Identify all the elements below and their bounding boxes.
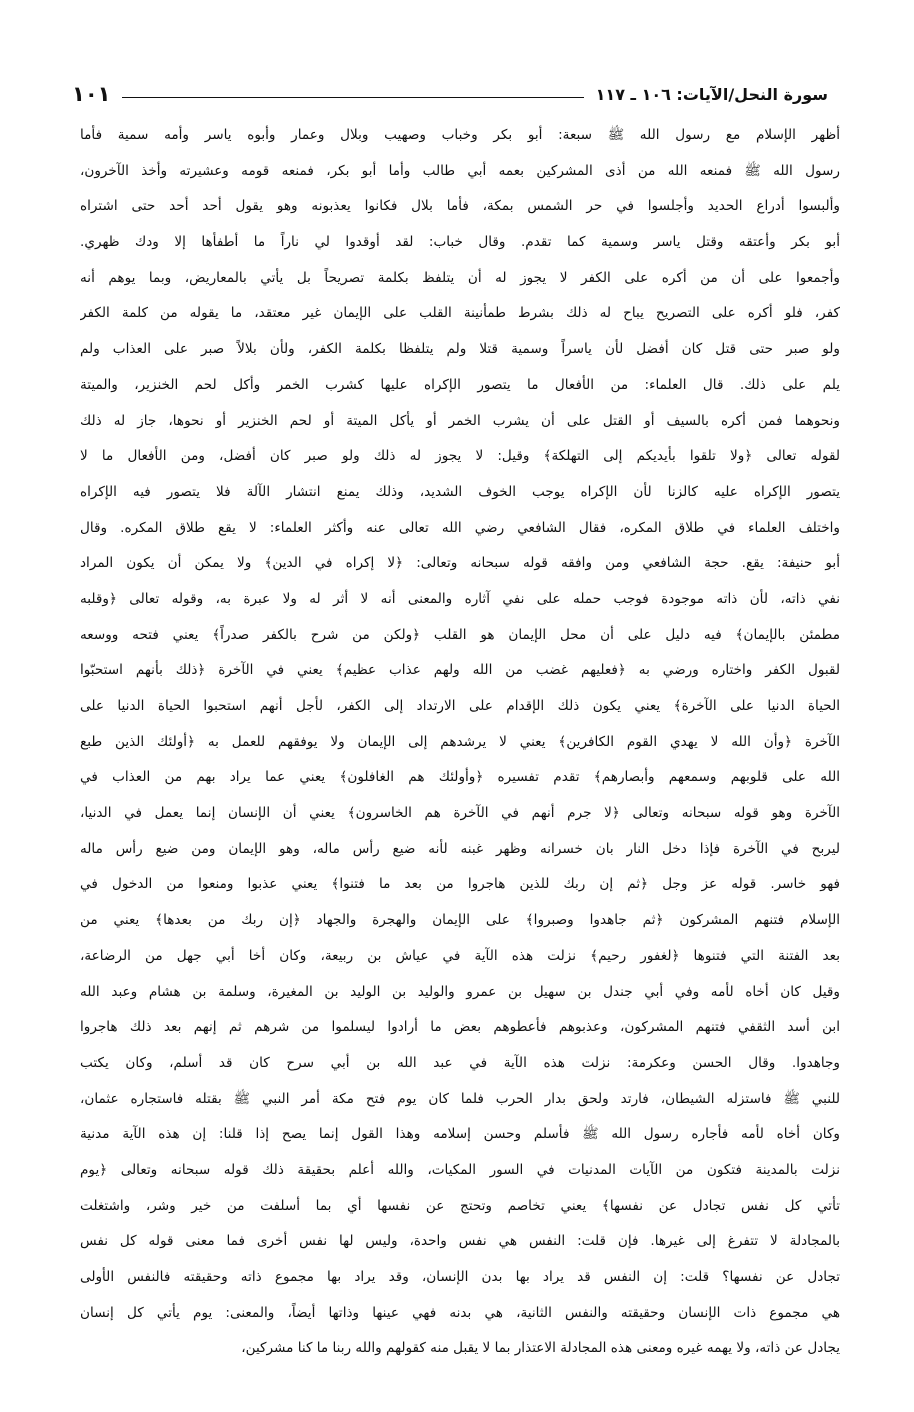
body-text: [80, 118, 840, 1357]
text-line: وأجمعوا على أن من أكره على الكفر لا يجوز له أن يتلفظ بكلمة تصريحاً بل يأتي بالمعاريض، وبما يوهم أنه: [80, 269, 840, 286]
text-line: يلم على ذلك. قال العلماء: من الأفعال ما يتصور الإكراه عليها كشرب الخمر وأكل لحم الخنزير، والميتة: [80, 376, 840, 393]
page-header: [72, 78, 828, 110]
text-line: وكان أخاه لأمه فأجاره رسول الله ﷺ فأسلم وحسن إسلامه وهذا القول إنما يصح إذا قلنا: إن هذه الآية مدنية: [80, 1126, 840, 1143]
text-line: مطمئن بالإيمان﴾ فيه دليل على أن محل الإيمان هو القلب ﴿ولكن من شرح بالكفر صدراً﴾ يعني فتحه ووسعه: [80, 626, 840, 643]
text-line: الآخرة وهو قوله سبحانه وتعالى ﴿لا جرم أنهم في الآخرة هم الخاسرون﴾ يعني أن الإنسان إنما يعمل في الدنيا،: [80, 805, 840, 822]
text-line: الآخرة ﴿وأن الله لا يهدي القوم الكافرين﴾ يعني لا يرشدهم إلى الإيمان ولا يوفقهم للعمل به ﴿أولئك الذين طبع: [80, 733, 840, 750]
text-line: للنبي ﷺ فاستزله الشيطان، فارتد ولحق بدار الحرب فلما كان يوم فتح مكة أمر النبي ﷺ بقتله فاستجاره عثمان،: [80, 1090, 840, 1107]
text-line: تجادل عن نفسها؟ قلت: إن النفس قد يراد بها بدن الإنسان، وقد يراد بها مجموع ذاته وحقيقته فالنفس الأولى: [80, 1269, 840, 1285]
text-line: أظهر الإسلام مع رسول الله ﷺ سبعة: أبو بكر وخباب وصهيب وبلال وعمار وأبوه ياسر وأمه سمية فأما: [80, 127, 840, 143]
text-line: أبو بكر وأعتقه وقتل ياسر وسمية كما تقدم. وقال خباب: لقد أوقدوا لي ناراً ما أطفأها إلا ودك ظهري.: [80, 234, 840, 251]
text-line: لقوله تعالى ﴿ولا تلقوا بأيديكم إلى التهلكة﴾ وقيل: لا يجوز له ذلك ولو صبر كان أفضل، ومن الأفعال ما لا: [80, 448, 840, 465]
text-line: ونحوهما فمن أكره بالسيف أو القتل على أن يشرب الخمر أو يأكل الميتة أو لحم الخنزير أو نحوها، جاز له ذلك: [80, 412, 840, 429]
text-line: ابن أسد الثقفي فتنهم المشركون، وعذبوهم فأعطوهم بعض ما أرادوا ليسلموا من شرهم ثم إنهم بعد ذلك هاجروا: [80, 1019, 840, 1036]
text-line: واختلف العلماء في طلاق المكره، فقال الشافعي رضي الله تعالى عنه وأكثر العلماء: لا يقع طلاق المكره. وقال: [80, 519, 840, 536]
text-line: بعد الفتنة التي فتنوها ﴿لغفور رحيم﴾ نزلت هذه الآية في عياش بن ربيعة، وكان أخا أبي جهل من الرضاعة،: [80, 947, 840, 964]
text-line: كفر، فلو أكره على التصريح يباح له ذلك بشرط طمأنينة القلب على الإيمان غير معتقد، ما يقوله من كلمة الكفر: [80, 305, 840, 322]
text-line: فهو خاسر. قوله عز وجل ﴿ثم إن ربك للذين هاجروا من بعد ما فتنوا﴾ يعني عذبوا ومنعوا من الدخول في: [80, 876, 840, 893]
text-line: وجاهدوا. وقال الحسن وعكرمة: نزلت هذه الآية في عبد الله بن أبي سرح كان قد أسلم، وكان يكتب: [80, 1054, 840, 1071]
text-line: رسول الله ﷺ فمنعه الله من أذى المشركين بعمه أبي طالب وأما أبو بكر، فمنعه قومه وعشيرته وأخذ الآخرون،: [80, 162, 840, 179]
text-line: ليربح في الآخرة فإذا دخل النار بان خسرانه وظهر غبنه لأنه ضيع رأس ماله، وهو الإيمان ومن ضيع رأس ماله: [80, 840, 840, 857]
text-line: الحياة الدنيا على الآخرة﴾ يعني يكون ذلك الإقدام على الارتداد إلى الكفر، لأجل أنهم استحبوا الحياة الدنيا على: [80, 698, 840, 714]
text-line: ولو صبر حتى قتل كان أفضل لأن ياسراً وسمية قتلا ولم يتلفظا بكلمة الكفر، ولأن بلالاً صبر على العذاب ولم: [80, 341, 840, 358]
running-title: سورة النحل/الآيات: ١٠٦ ـ ١١٧: [595, 84, 828, 104]
text-line: الله على قلوبهم وسمعهم وأبصارهم﴾ تقدم تفسيره ﴿وأولئك هم الغافلون﴾ يعني عما يراد بهم من العذاب في: [80, 769, 840, 786]
text-line: الإسلام فتنهم المشركون ﴿ثم جاهدوا وصبروا﴾ على الإيمان والهجرة والجهاد ﴿إن ربك من بعدها﴾ يعني من: [80, 912, 840, 929]
text-line: وقيل كان أخاه لأمه وفي أبي جندل بن سهيل بن عمرو والوليد بن الوليد بن المغيرة، وسلمة بن هشام وعبد الله: [80, 983, 840, 1000]
text-line: بالمجادلة لا تتفرغ إلى غيرها. فإن قلت: النفس هي نفس واحدة، وليس لها نفس أخرى فما معنى قوله كل نفس: [80, 1233, 840, 1250]
text-line: يجادل عن ذاته، ولا يهمه غيره ومعنى هذه المجادلة الاعتذار بما لا يقبل منه كقولهم والله ربنا ما كنا مشركين،: [241, 1340, 840, 1357]
header-rule: [122, 97, 583, 98]
text-line: يتصور الإكراه عليه كالزنا لأن الإكراه يوجب الخوف الشديد، وذلك يمنع انتشار الآلة فلا يتصور فيه الإكراه: [80, 483, 840, 500]
text-line: تأتي كل نفس تجادل عن نفسها﴾ يعني تخاصم وتحتج عن نفسها أي بما أسلفت من خير وشر، واشتغلت: [80, 1197, 840, 1214]
text-line: نفي ذاته، لأن ذاته موجودة فوجب حمله على نفي آثاره والمعنى أنه لا أثر له ولا عبرة به، وقوله تعالى ﴿وقلبه: [80, 590, 840, 607]
text-line: لقبول الكفر واختاره ورضي به ﴿فعليهم غضب من الله ولهم عذاب عظيم﴾ يعني في الآخرة ﴿ذلك بأنهم استحبّوا: [80, 662, 840, 679]
text-line: أبو حنيفة: يقع. حجة الشافعي ومن وافقه قوله سبحانه وتعالى: ﴿لا إكراه في الدين﴾ ولا يمكن أن يكون المراد: [80, 555, 840, 572]
text-line: نزلت بالمدينة فتكون من الآيات المدنيات في السور المكيات، والله أعلم بحقيقة ذلك قوله سبحانه وتعالى ﴿يوم: [80, 1161, 840, 1178]
text-line: وألبسوا أدراع الحديد وأجلسوا في حر الشمس بمكة، فأما بلال فكانوا يعذبونه وهو يقول أحد أحد حتى اشتراه: [80, 198, 840, 215]
text-line: هي مجموع ذات الإنسان وحقيقته والنفس الثانية، هي بدنه فهي عينها وذاتها أيضاً، والمعنى: يوم يأتي كل إنسان: [80, 1304, 840, 1321]
page-number: ١٠١: [72, 82, 111, 106]
